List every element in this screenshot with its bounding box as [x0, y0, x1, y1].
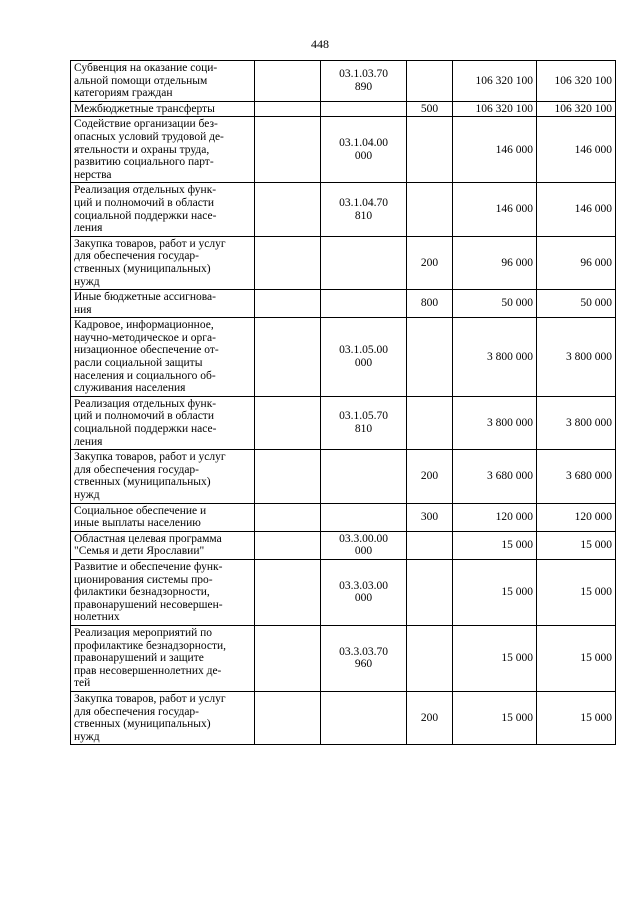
row-name: Субвенция на оказание соци- альной помощи отдельным категориям граждан — [71, 61, 255, 102]
row-name: Развитие и обеспечение функ- ционирования системы про- филактики безнадзорности, правонарушений несовершен- нолетних — [71, 559, 255, 625]
row-sum-2: 120 000 — [537, 503, 616, 531]
row-sum-1: 50 000 — [453, 290, 537, 318]
row-blank — [255, 183, 321, 236]
table-row — [71, 396, 616, 449]
table-row — [71, 450, 616, 503]
table-row — [71, 625, 616, 691]
row-sum-1: 106 320 100 — [453, 61, 537, 102]
row-type — [407, 625, 453, 691]
row-code: 03.3.00.00 000 — [321, 531, 407, 559]
row-name: Иные бюджетные ассигнова- ния — [71, 290, 255, 318]
table-row — [71, 290, 616, 318]
row-sum-1: 96 000 — [453, 236, 537, 289]
row-sum-1: 120 000 — [453, 503, 537, 531]
row-blank — [255, 117, 321, 183]
row-blank — [255, 625, 321, 691]
table-row — [71, 236, 616, 289]
row-sum-2: 96 000 — [537, 236, 616, 289]
row-blank — [255, 559, 321, 625]
row-blank — [255, 236, 321, 289]
row-sum-2: 106 320 100 — [537, 61, 616, 102]
row-sum-2: 3 680 000 — [537, 450, 616, 503]
row-code — [321, 290, 407, 318]
row-sum-2: 106 320 100 — [537, 101, 616, 117]
table-row — [71, 559, 616, 625]
row-type: 200 — [407, 450, 453, 503]
row-blank — [255, 450, 321, 503]
row-sum-2: 15 000 — [537, 691, 616, 744]
row-type — [407, 318, 453, 397]
row-sum-1: 3 680 000 — [453, 450, 537, 503]
row-sum-2: 146 000 — [537, 117, 616, 183]
row-blank — [255, 396, 321, 449]
row-name: Социальное обеспечение и иные выплаты населению — [71, 503, 255, 531]
row-type: 300 — [407, 503, 453, 531]
row-sum-1: 15 000 — [453, 531, 537, 559]
table-row — [71, 531, 616, 559]
row-type — [407, 559, 453, 625]
row-type: 800 — [407, 290, 453, 318]
row-blank — [255, 318, 321, 397]
row-sum-2: 15 000 — [537, 559, 616, 625]
row-code: 03.3.03.70 960 — [321, 625, 407, 691]
row-name: Кадровое, информационное, научно-методическое и орга- низационное обеспечение от- расли социальной защиты населения и социального об- служивания населения — [71, 318, 255, 397]
row-sum-1: 15 000 — [453, 559, 537, 625]
row-type — [407, 396, 453, 449]
row-code — [321, 450, 407, 503]
budget-table — [70, 60, 616, 745]
row-blank — [255, 531, 321, 559]
row-code: 03.1.03.70 890 — [321, 61, 407, 102]
row-sum-1: 15 000 — [453, 625, 537, 691]
row-name: Реализация мероприятий по профилактике безнадзорности, правонарушений и защите прав несовершеннолетних де- тей — [71, 625, 255, 691]
page-number: 448 — [311, 37, 329, 51]
row-sum-2: 3 800 000 — [537, 318, 616, 397]
row-type: 200 — [407, 691, 453, 744]
row-type — [407, 61, 453, 102]
row-code — [321, 236, 407, 289]
row-sum-2: 15 000 — [537, 625, 616, 691]
table-row — [71, 101, 616, 117]
row-code — [321, 691, 407, 744]
row-code — [321, 503, 407, 531]
row-code: 03.3.03.00 000 — [321, 559, 407, 625]
table-row — [71, 318, 616, 397]
row-type — [407, 117, 453, 183]
row-sum-2: 15 000 — [537, 531, 616, 559]
table-row — [71, 691, 616, 744]
row-blank — [255, 503, 321, 531]
row-name: Межбюджетные трансферты — [71, 101, 255, 117]
row-sum-1: 106 320 100 — [453, 101, 537, 117]
row-sum-2: 146 000 — [537, 183, 616, 236]
row-code: 03.1.04.00 000 — [321, 117, 407, 183]
row-name: Закупка товаров, работ и услуг для обеспечения государ- ственных (муниципальных) нужд — [71, 450, 255, 503]
row-type — [407, 531, 453, 559]
row-name: Реализация отдельных функ- ций и полномочий в области социальной поддержки насе- ления — [71, 183, 255, 236]
row-sum-1: 146 000 — [453, 117, 537, 183]
row-code: 03.1.05.70 810 — [321, 396, 407, 449]
row-name: Закупка товаров, работ и услуг для обеспечения государ- ственных (муниципальных) нужд — [71, 691, 255, 744]
row-code: 03.1.05.00 000 — [321, 318, 407, 397]
table-row — [71, 183, 616, 236]
row-sum-1: 146 000 — [453, 183, 537, 236]
row-code — [321, 101, 407, 117]
row-blank — [255, 691, 321, 744]
row-code: 03.1.04.70 810 — [321, 183, 407, 236]
row-name: Содействие организации без- опасных условий трудовой де- ятельности и охраны труда, развитию социального парт- нерства — [71, 117, 255, 183]
row-blank — [255, 61, 321, 102]
row-type: 500 — [407, 101, 453, 117]
row-sum-1: 3 800 000 — [453, 396, 537, 449]
row-blank — [255, 290, 321, 318]
row-type: 200 — [407, 236, 453, 289]
row-name: Реализация отдельных функ- ций и полномочий в области социальной поддержки насе- ления — [71, 396, 255, 449]
row-sum-1: 15 000 — [453, 691, 537, 744]
row-blank — [255, 101, 321, 117]
table-row — [71, 503, 616, 531]
table-row — [71, 61, 616, 102]
row-name: Закупка товаров, работ и услуг для обеспечения государ- ственных (муниципальных) нужд — [71, 236, 255, 289]
table-row — [71, 117, 616, 183]
row-sum-2: 50 000 — [537, 290, 616, 318]
row-type — [407, 183, 453, 236]
row-name: Областная целевая программа "Семья и дети Ярославии" — [71, 531, 255, 559]
row-sum-2: 3 800 000 — [537, 396, 616, 449]
row-sum-1: 3 800 000 — [453, 318, 537, 397]
